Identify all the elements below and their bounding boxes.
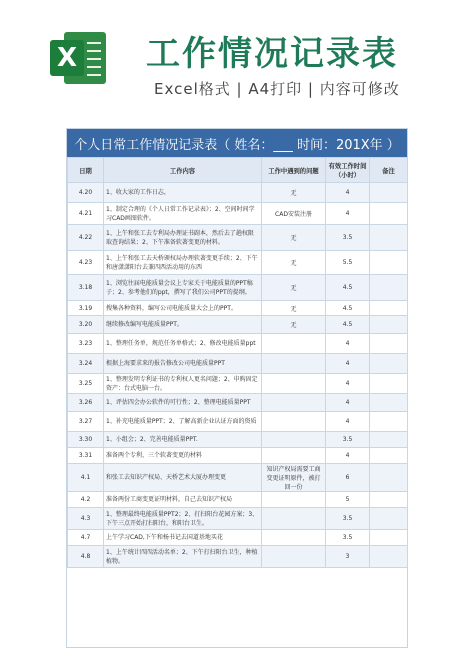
cell-content: 1、小组会；2、完善电能质量PPT. xyxy=(104,432,262,448)
table-row xyxy=(68,251,408,275)
cell-content: 和张工去知识产权局、天桥艺术大厦办理变更 xyxy=(104,464,262,492)
cell-note xyxy=(370,546,408,568)
cell-content: 准备两个专利、三个软著变更的材料 xyxy=(104,448,262,464)
cell-issue xyxy=(262,530,326,546)
cell-hours: 4.5 xyxy=(326,275,370,301)
cell-hours: 6 xyxy=(326,464,370,492)
table-row xyxy=(68,203,408,225)
cell-note xyxy=(370,432,408,448)
table-row xyxy=(68,225,408,251)
table-header-row xyxy=(68,158,408,183)
cell-note xyxy=(370,508,408,530)
worksheet xyxy=(66,128,408,648)
cell-issue xyxy=(262,492,326,508)
cell-date: 3.18 xyxy=(68,275,104,301)
cell-content: 1、整理任务单，规范任务单格式；2、修改电能质量ppt xyxy=(104,334,262,354)
cell-content: 1、整理发明专利证书的专利权人更名问题；2、申购固定资产：台式电脑一台。 xyxy=(104,374,262,394)
cell-hours: 3 xyxy=(326,546,370,568)
cell-hours: 4.5 xyxy=(326,316,370,334)
cell-hours: 3.5 xyxy=(326,432,370,448)
cell-date: 4.21 xyxy=(68,203,104,225)
record-table xyxy=(67,157,408,568)
cell-content: 1、上午和张工去天桥颁权局办理软著变更手续；2、下午和唐潇潇阳台去兼四西活动用的东西 xyxy=(104,251,262,275)
cell-note xyxy=(370,251,408,275)
cell-issue: 无 xyxy=(262,251,326,275)
cell-content: 根据上海要求来的报告修改公司电能质量PPT xyxy=(104,354,262,374)
cell-issue xyxy=(262,508,326,530)
header-content: 工作内容 xyxy=(104,158,262,183)
cell-hours: 4 xyxy=(326,412,370,432)
cell-content: 搜集各种资料，编写公司电能质量大会上的PPT。 xyxy=(104,301,262,316)
cell-note xyxy=(370,301,408,316)
cell-issue xyxy=(262,374,326,394)
cell-note xyxy=(370,530,408,546)
cell-hours: 4 xyxy=(326,448,370,464)
table-row xyxy=(68,316,408,334)
cell-date: 3.30 xyxy=(68,432,104,448)
cell-hours: 5 xyxy=(326,492,370,508)
cell-note xyxy=(370,394,408,412)
table-row xyxy=(68,275,408,301)
cell-issue: 无 xyxy=(262,225,326,251)
table-row xyxy=(68,412,408,432)
cell-hours: 4 xyxy=(326,354,370,374)
cell-note xyxy=(370,225,408,251)
cell-hours: 4.5 xyxy=(326,301,370,316)
cell-issue xyxy=(262,448,326,464)
cell-note xyxy=(370,448,408,464)
cell-date: 3.23 xyxy=(68,334,104,354)
cell-hours: 3.5 xyxy=(326,508,370,530)
cell-content: 准备两份工商变更证明材料，自己去知识产权局 xyxy=(104,492,262,508)
cell-hours: 3.5 xyxy=(326,530,370,546)
table-row xyxy=(68,394,408,412)
cell-issue: 无 xyxy=(262,275,326,301)
cell-content: 1、整理最终电能质量PPT2；2、打扫阳台花园方案；3、下午三点开始打扫阳台，和阳台卫生。 xyxy=(104,508,262,530)
cell-date: 4.7 xyxy=(68,530,104,546)
table-row xyxy=(68,301,408,316)
cell-issue: 无 xyxy=(262,301,326,316)
cell-hours: 3.5 xyxy=(326,225,370,251)
header-issue: 工作中遇到的问题 xyxy=(262,158,326,183)
cell-content: 1、评估四会办公软件的可行性；2、整理电能质量PPT xyxy=(104,394,262,412)
table-row xyxy=(68,546,408,568)
cell-content: 1、补充电能质量PPT；2、了解高新企业认证方面的资质 xyxy=(104,412,262,432)
cell-date: 3.20 xyxy=(68,316,104,334)
table-row xyxy=(68,530,408,546)
table-row xyxy=(68,432,408,448)
cell-note xyxy=(370,183,408,203)
excel-logo-letter: X xyxy=(50,40,84,76)
cell-issue xyxy=(262,334,326,354)
cell-date: 4.20 xyxy=(68,183,104,203)
cell-note xyxy=(370,492,408,508)
cell-hours: 4 xyxy=(326,334,370,354)
cell-issue xyxy=(262,546,326,568)
table-body xyxy=(68,183,408,568)
cell-note xyxy=(370,316,408,334)
sheet-title: 个人日常工作情况记录表（ 姓名：___ 时间：201X年 ） xyxy=(67,129,407,157)
cell-hours: 4 xyxy=(326,183,370,203)
cell-note xyxy=(370,464,408,492)
header-hours: 有效工作时间（小时） xyxy=(326,158,370,183)
header-note: 备注 xyxy=(370,158,408,183)
cell-date: 3.31 xyxy=(68,448,104,464)
cell-hours: 4 xyxy=(326,203,370,225)
cell-date: 3.27 xyxy=(68,412,104,432)
cell-issue xyxy=(262,432,326,448)
cell-content: 1、收大家的工作日志， xyxy=(104,183,262,203)
table-row xyxy=(68,354,408,374)
cell-hours: 4 xyxy=(326,394,370,412)
cell-date: 3.19 xyxy=(68,301,104,316)
cell-content: 1、制定合理的《个人日常工作记录表》；2、空间时间学习CAD画图软件。 xyxy=(104,203,262,225)
cell-date: 4.8 xyxy=(68,546,104,568)
cell-issue xyxy=(262,394,326,412)
cell-issue: CAD安装注册 xyxy=(262,203,326,225)
cell-date: 4.23 xyxy=(68,251,104,275)
cell-content: 1、浏览往届电能质量会议上专家关于电能质量的PPT稿子；2、参考他们的ppt，撰写了我们公司PPT的提纲。 xyxy=(104,275,262,301)
cell-issue: 知识产权局需要工商变更证明原件，被打回一份 xyxy=(262,464,326,492)
banner xyxy=(0,0,474,112)
cell-date: 4.1 xyxy=(68,464,104,492)
table-row xyxy=(68,334,408,354)
cell-date: 3.25 xyxy=(68,374,104,394)
cell-content: 上午学习CAD,下午和杨书记去国道基地买花 xyxy=(104,530,262,546)
cell-issue xyxy=(262,354,326,374)
cell-content: 继续修改编写电能质量PPT。 xyxy=(104,316,262,334)
cell-content: 1、上午统计四四活动名单；2、下午打扫阳台卫生，种植植物。 xyxy=(104,546,262,568)
page-subtitle: Excel格式 | A4打印 | 内容可修改 xyxy=(154,80,400,98)
excel-logo-icon xyxy=(50,28,108,88)
page-title: 工作情况记录表 xyxy=(146,34,398,74)
cell-date: 4.2 xyxy=(68,492,104,508)
cell-date: 3.24 xyxy=(68,354,104,374)
cell-note xyxy=(370,334,408,354)
cell-note xyxy=(370,203,408,225)
cell-content: 1、上午和张工去专利局办理证书副本，然后去了趟权限取查询结果；2、下午准备软著变更的材料。 xyxy=(104,225,262,251)
cell-issue xyxy=(262,412,326,432)
cell-note xyxy=(370,374,408,394)
table-row xyxy=(68,464,408,492)
cell-date: 4.22 xyxy=(68,225,104,251)
cell-issue: 无 xyxy=(262,183,326,203)
table-row xyxy=(68,508,408,530)
header-date: 日期 xyxy=(68,158,104,183)
cell-note xyxy=(370,275,408,301)
cell-hours: 4 xyxy=(326,374,370,394)
table-row xyxy=(68,374,408,394)
cell-note xyxy=(370,412,408,432)
table-row xyxy=(68,183,408,203)
cell-date: 4.3 xyxy=(68,508,104,530)
cell-issue: 无 xyxy=(262,316,326,334)
cell-date: 3.26 xyxy=(68,394,104,412)
table-row xyxy=(68,492,408,508)
table-row xyxy=(68,448,408,464)
cell-note xyxy=(370,354,408,374)
cell-hours: 5.5 xyxy=(326,251,370,275)
